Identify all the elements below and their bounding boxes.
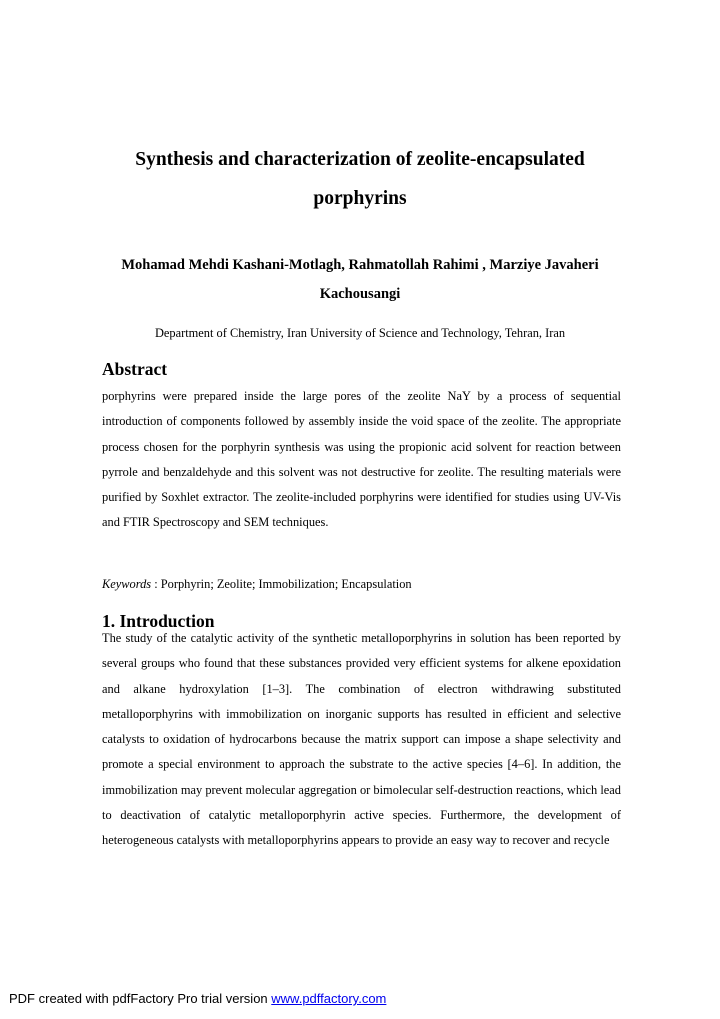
keywords-line	[102, 575, 412, 593]
keywords-label: Keywords	[102, 577, 152, 591]
introduction-heading: 1. Introduction	[102, 611, 215, 631]
introduction-text: The study of the catalytic activity of the synthetic metalloporphyrins in solution has been reported by several groups who found that these substances provided very efficient systems for alkene epoxidation and alkane hydroxylation [1–3]. The combination of electron withdrawing substituted metalloporphyrins with immobilization on inorganic supports has resulted in efficient and selective catalysts to oxidation of hydrocarbons because the matrix support can impose a shape selectivity and promote a special environment to approach the substrate to the active species [4–6]. In addition, the immobilization may prevent molecular aggregation or bimolecular self-destruction reactions, which lead to deactivation of catalytic metalloporphyrin active species. Furthermore, the development of heterogeneous catalysts with metalloporphyrins appears to provide an easy way to recover and recycle	[102, 631, 621, 848]
paper-title: Synthesis and characterization of zeolite-encapsulated porphyrins	[135, 149, 585, 209]
footer-text: PDF created with pdfFactory Pro trial version	[9, 991, 272, 1006]
author-list: Mohamad Mehdi Kashani-Motlagh, Rahmatollah Rahimi , Marziye Javaheri Kachousangi	[121, 257, 599, 302]
keywords-values: Porphyrin; Zeolite; Immobilization; Encapsulation	[160, 577, 412, 591]
abstract-heading: Abstract	[102, 359, 168, 379]
pdf-footer	[9, 991, 386, 1007]
pdffactory-link[interactable]: www.pdffactory.com	[271, 991, 387, 1006]
keywords-separator: :	[151, 577, 161, 591]
affiliation: Department of Chemistry, Iran University of Science and Technology, Tehran, Iran	[154, 326, 566, 340]
abstract-text: porphyrins were prepared inside the large pores of the zeolite NaY by a process of sequential introduction of components followed by assembly inside the void space of the zeolite. The appropriate process chosen for the porphyrin synthesis was using the propionic acid solvent for reaction between pyrrole and benzaldehyde and this solvent was not destructive for zeolite. The resulting materials were purified by Soxhlet extractor. The zeolite-included porphyrins were identified for studies using UV-Vis and FTIR Spectroscopy and SEM techniques.	[102, 389, 621, 530]
